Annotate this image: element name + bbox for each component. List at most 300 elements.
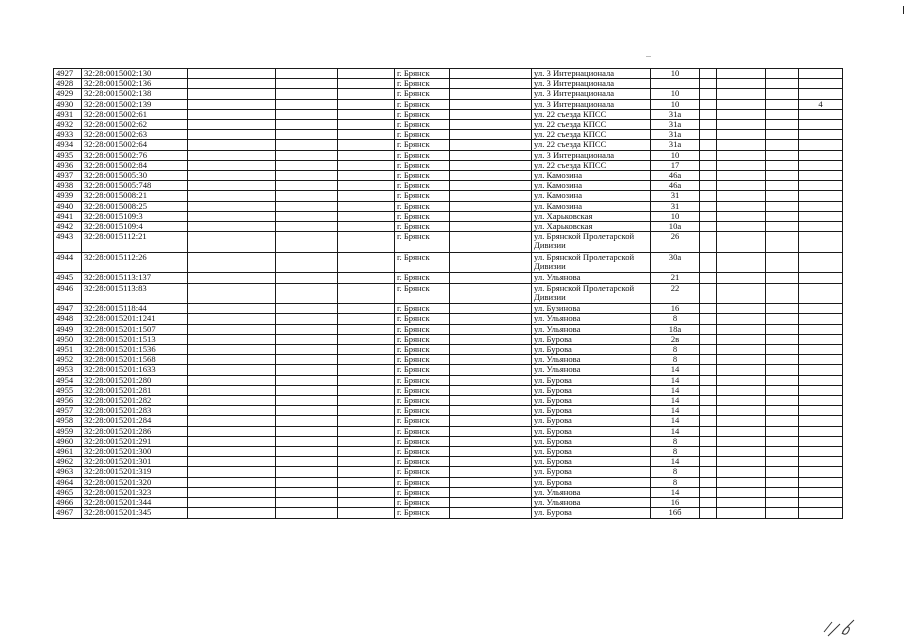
empty-cell [717,211,766,221]
cadastral-number: 32:28:0015201:1513 [82,334,188,344]
row-number: 4933 [54,130,82,140]
street-cell: ул. Брянской Пролетарской Дивизии [532,252,651,273]
table-row [54,426,843,436]
cadastral-number: 32:28:0015201:319 [82,467,188,477]
table-row [54,508,843,518]
city-cell: г. Брянск [395,79,450,89]
table-row [54,355,843,365]
row-number: 4959 [54,426,82,436]
house-number: 31а [651,109,700,119]
street-cell: ул. Камозина [532,191,651,201]
extra-value [799,120,843,130]
street-cell: ул. Бурова [532,396,651,406]
empty-cell [450,498,532,508]
cadastral-number: 32:28:0015201:344 [82,498,188,508]
house-number: 10 [651,211,700,221]
empty-cell [450,222,532,232]
empty-cell [188,252,276,273]
street-cell: ул. Бурова [532,345,651,355]
table-row [54,222,843,232]
empty-cell [450,171,532,181]
empty-cell [766,426,799,436]
empty-cell [450,345,532,355]
empty-cell [338,99,395,109]
city-cell: г. Брянск [395,498,450,508]
street-cell: ул. Камозина [532,181,651,191]
empty-cell [450,130,532,140]
street-cell: ул. Бурова [532,457,651,467]
empty-cell [766,447,799,457]
cadastral-number: 32:28:0015201:1536 [82,345,188,355]
empty-cell [717,447,766,457]
house-number: 17 [651,160,700,170]
house-number: 18а [651,324,700,334]
empty-cell [276,375,338,385]
empty-cell [450,375,532,385]
empty-cell [700,79,717,89]
empty-cell [276,171,338,181]
empty-cell [338,447,395,457]
empty-cell [450,252,532,273]
cadastral-number: 32:28:0015201:283 [82,406,188,416]
empty-cell [717,324,766,334]
street-cell: ул. 22 съезда КПСС [532,109,651,119]
city-cell: г. Брянск [395,201,450,211]
empty-cell [717,314,766,324]
street-cell: ул. 22 съезда КПСС [532,130,651,140]
table-row [54,120,843,130]
signature-mark [818,610,868,638]
empty-cell [450,99,532,109]
cadastral-number: 32:28:0015201:1633 [82,365,188,375]
empty-cell [188,355,276,365]
empty-cell [717,232,766,253]
row-number: 4956 [54,396,82,406]
empty-cell [188,109,276,119]
empty-cell [717,201,766,211]
extra-value [799,222,843,232]
empty-cell [276,201,338,211]
empty-cell [766,385,799,395]
empty-cell [766,130,799,140]
street-cell: ул. Бурова [532,477,651,487]
street-cell: ул. Харьковская [532,222,651,232]
empty-cell [450,467,532,477]
empty-cell [338,201,395,211]
house-number: 8 [651,314,700,324]
empty-cell [188,150,276,160]
empty-cell [717,385,766,395]
empty-cell [766,181,799,191]
empty-cell [717,222,766,232]
empty-cell [450,232,532,253]
empty-cell [276,385,338,395]
empty-cell [766,477,799,487]
empty-cell [188,487,276,497]
empty-cell [338,211,395,221]
cadastral-number: 32:28:0015201:323 [82,487,188,497]
empty-cell [188,324,276,334]
empty-cell [717,467,766,477]
empty-cell [450,447,532,457]
empty-cell [276,355,338,365]
empty-cell [450,283,532,304]
extra-value [799,385,843,395]
table-row [54,385,843,395]
empty-cell [700,181,717,191]
row-number: 4935 [54,150,82,160]
row-number: 4947 [54,304,82,314]
empty-cell [766,252,799,273]
extra-value [799,406,843,416]
house-number: 14 [651,457,700,467]
city-cell: г. Брянск [395,150,450,160]
extra-value [799,79,843,89]
empty-cell [338,314,395,324]
cadastral-number: 32:28:0015109:3 [82,211,188,221]
extra-value [799,160,843,170]
empty-cell [717,304,766,314]
empty-cell [766,314,799,324]
empty-cell [338,457,395,467]
extra-value [799,181,843,191]
empty-cell [276,191,338,201]
street-cell: ул. 3 Интернационала [532,89,651,99]
property-registry-table [53,68,843,519]
cadastral-number: 32:28:0015201:280 [82,375,188,385]
house-number: 14 [651,416,700,426]
extra-value [799,89,843,99]
empty-cell [450,508,532,518]
empty-cell [188,69,276,79]
cadastral-number: 32:28:0015113:83 [82,283,188,304]
house-number: 8 [651,447,700,457]
empty-cell [766,508,799,518]
empty-cell [338,181,395,191]
city-cell: г. Брянск [395,477,450,487]
house-number: 31а [651,120,700,130]
empty-cell [450,426,532,436]
street-cell: ул. Брянской Пролетарской Дивизии [532,232,651,253]
empty-cell [450,120,532,130]
empty-cell [700,406,717,416]
row-number: 4942 [54,222,82,232]
city-cell: г. Брянск [395,406,450,416]
street-cell: ул. 22 съезда КПСС [532,120,651,130]
empty-cell [338,334,395,344]
empty-cell [717,273,766,283]
cadastral-number: 32:28:0015002:61 [82,109,188,119]
empty-cell [276,232,338,253]
city-cell: г. Брянск [395,487,450,497]
house-number: 10 [651,69,700,79]
house-number: 10а [651,222,700,232]
empty-cell [338,273,395,283]
empty-cell [188,89,276,99]
empty-cell [450,477,532,487]
empty-cell [766,498,799,508]
empty-cell [450,191,532,201]
empty-cell [700,355,717,365]
empty-cell [450,457,532,467]
table-row [54,160,843,170]
house-number: 8 [651,477,700,487]
empty-cell [700,252,717,273]
row-number: 4928 [54,79,82,89]
city-cell: г. Брянск [395,273,450,283]
city-cell: г. Брянск [395,396,450,406]
row-number: 4940 [54,201,82,211]
empty-cell [450,89,532,99]
cadastral-number: 32:28:0015005:30 [82,171,188,181]
empty-cell [700,232,717,253]
row-number: 4927 [54,69,82,79]
city-cell: г. Брянск [395,314,450,324]
empty-cell [717,396,766,406]
city-cell: г. Брянск [395,191,450,201]
empty-cell [766,89,799,99]
city-cell: г. Брянск [395,324,450,334]
street-cell: ул. 22 съезда КПСС [532,160,651,170]
empty-cell [766,191,799,201]
house-number: 14 [651,406,700,416]
empty-cell [450,324,532,334]
empty-cell [276,477,338,487]
empty-cell [276,79,338,89]
house-number: 14 [651,385,700,395]
empty-cell [766,79,799,89]
empty-cell [450,273,532,283]
empty-cell [188,232,276,253]
empty-cell [338,120,395,130]
empty-cell [700,508,717,518]
empty-cell [717,99,766,109]
street-cell: ул. Бурова [532,426,651,436]
empty-cell [717,355,766,365]
house-number: 14 [651,426,700,436]
street-cell: ул. Бурова [532,416,651,426]
empty-cell [338,140,395,150]
extra-value [799,140,843,150]
table-row [54,69,843,79]
empty-cell [276,222,338,232]
row-number: 4936 [54,160,82,170]
extra-value [799,487,843,497]
street-cell: ул. Ульянова [532,365,651,375]
empty-cell [188,508,276,518]
empty-cell [700,211,717,221]
empty-cell [338,406,395,416]
extra-value [799,334,843,344]
table-row [54,396,843,406]
empty-cell [188,345,276,355]
row-number: 4967 [54,508,82,518]
table-row [54,365,843,375]
empty-cell [766,457,799,467]
empty-cell [188,416,276,426]
cadastral-number: 32:28:0015201:320 [82,477,188,487]
extra-value [799,355,843,365]
empty-cell [338,324,395,334]
empty-cell [717,181,766,191]
city-cell: г. Брянск [395,385,450,395]
table-row [54,140,843,150]
street-cell: ул. Ульянова [532,498,651,508]
cadastral-number: 32:28:0015201:301 [82,457,188,467]
empty-cell [700,191,717,201]
empty-cell [766,109,799,119]
empty-cell [338,130,395,140]
empty-cell [700,150,717,160]
empty-cell [450,396,532,406]
empty-cell [276,365,338,375]
empty-cell [717,130,766,140]
empty-cell [717,89,766,99]
empty-cell [766,324,799,334]
empty-cell [276,345,338,355]
empty-cell [766,222,799,232]
cadastral-number: 32:28:0015002:136 [82,79,188,89]
table-row [54,457,843,467]
table-row [54,304,843,314]
empty-cell [276,211,338,221]
extra-value: 4 [799,99,843,109]
empty-cell [766,487,799,497]
empty-cell [700,314,717,324]
empty-cell [338,375,395,385]
empty-cell [450,487,532,497]
empty-cell [450,109,532,119]
street-cell: ул. Ульянова [532,355,651,365]
empty-cell [188,447,276,457]
city-cell: г. Брянск [395,99,450,109]
table-row [54,436,843,446]
empty-cell [717,457,766,467]
empty-cell [450,140,532,150]
house-number: 31 [651,201,700,211]
cadastral-number: 32:28:0015002:63 [82,130,188,140]
table-row [54,375,843,385]
cadastral-number: 32:28:0015201:284 [82,416,188,426]
empty-cell [766,160,799,170]
faint-scan-mark [646,56,651,57]
row-number: 4955 [54,385,82,395]
table-row [54,252,843,273]
row-number: 4961 [54,447,82,457]
extra-value [799,150,843,160]
empty-cell [700,160,717,170]
empty-cell [717,426,766,436]
city-cell: г. Брянск [395,467,450,477]
house-number: 14 [651,365,700,375]
empty-cell [700,324,717,334]
cadastral-number: 32:28:0015002:76 [82,150,188,160]
extra-value [799,447,843,457]
empty-cell [276,89,338,99]
empty-cell [338,436,395,446]
empty-cell [766,436,799,446]
extra-value [799,324,843,334]
row-number: 4963 [54,467,82,477]
empty-cell [338,79,395,89]
empty-cell [188,396,276,406]
empty-cell [700,120,717,130]
city-cell: г. Брянск [395,436,450,446]
extra-value [799,477,843,487]
house-number: 31а [651,140,700,150]
empty-cell [338,498,395,508]
page-edge-mark [903,6,904,14]
table-row [54,171,843,181]
empty-cell [700,396,717,406]
empty-cell [717,120,766,130]
cadastral-number: 32:28:0015118:44 [82,304,188,314]
empty-cell [450,211,532,221]
empty-cell [717,283,766,304]
empty-cell [717,79,766,89]
table-row [54,150,843,160]
street-cell: ул. Камозина [532,201,651,211]
city-cell: г. Брянск [395,416,450,426]
empty-cell [188,385,276,395]
table-row [54,283,843,304]
empty-cell [700,498,717,508]
empty-cell [766,232,799,253]
cadastral-number: 32:28:0015002:64 [82,140,188,150]
city-cell: г. Брянск [395,130,450,140]
empty-cell [188,140,276,150]
empty-cell [188,406,276,416]
empty-cell [700,375,717,385]
table-row [54,191,843,201]
empty-cell [276,109,338,119]
empty-cell [338,232,395,253]
empty-cell [276,467,338,477]
empty-cell [450,79,532,89]
empty-cell [188,181,276,191]
house-number: 8 [651,467,700,477]
empty-cell [276,99,338,109]
row-number: 4966 [54,498,82,508]
cadastral-number: 32:28:0015002:62 [82,120,188,130]
empty-cell [450,304,532,314]
house-number: 31 [651,191,700,201]
empty-cell [338,396,395,406]
city-cell: г. Брянск [395,89,450,99]
empty-cell [338,222,395,232]
empty-cell [188,334,276,344]
empty-cell [276,150,338,160]
empty-cell [188,222,276,232]
empty-cell [338,508,395,518]
cadastral-number: 32:28:0015002:84 [82,160,188,170]
empty-cell [700,171,717,181]
empty-cell [717,508,766,518]
row-number: 4929 [54,89,82,99]
empty-cell [766,345,799,355]
empty-cell [276,304,338,314]
empty-cell [338,487,395,497]
empty-cell [766,69,799,79]
house-number: 16б [651,508,700,518]
empty-cell [766,99,799,109]
empty-cell [766,273,799,283]
empty-cell [188,201,276,211]
empty-cell [276,252,338,273]
house-number: 10 [651,99,700,109]
street-cell: ул. Бурова [532,375,651,385]
empty-cell [700,130,717,140]
